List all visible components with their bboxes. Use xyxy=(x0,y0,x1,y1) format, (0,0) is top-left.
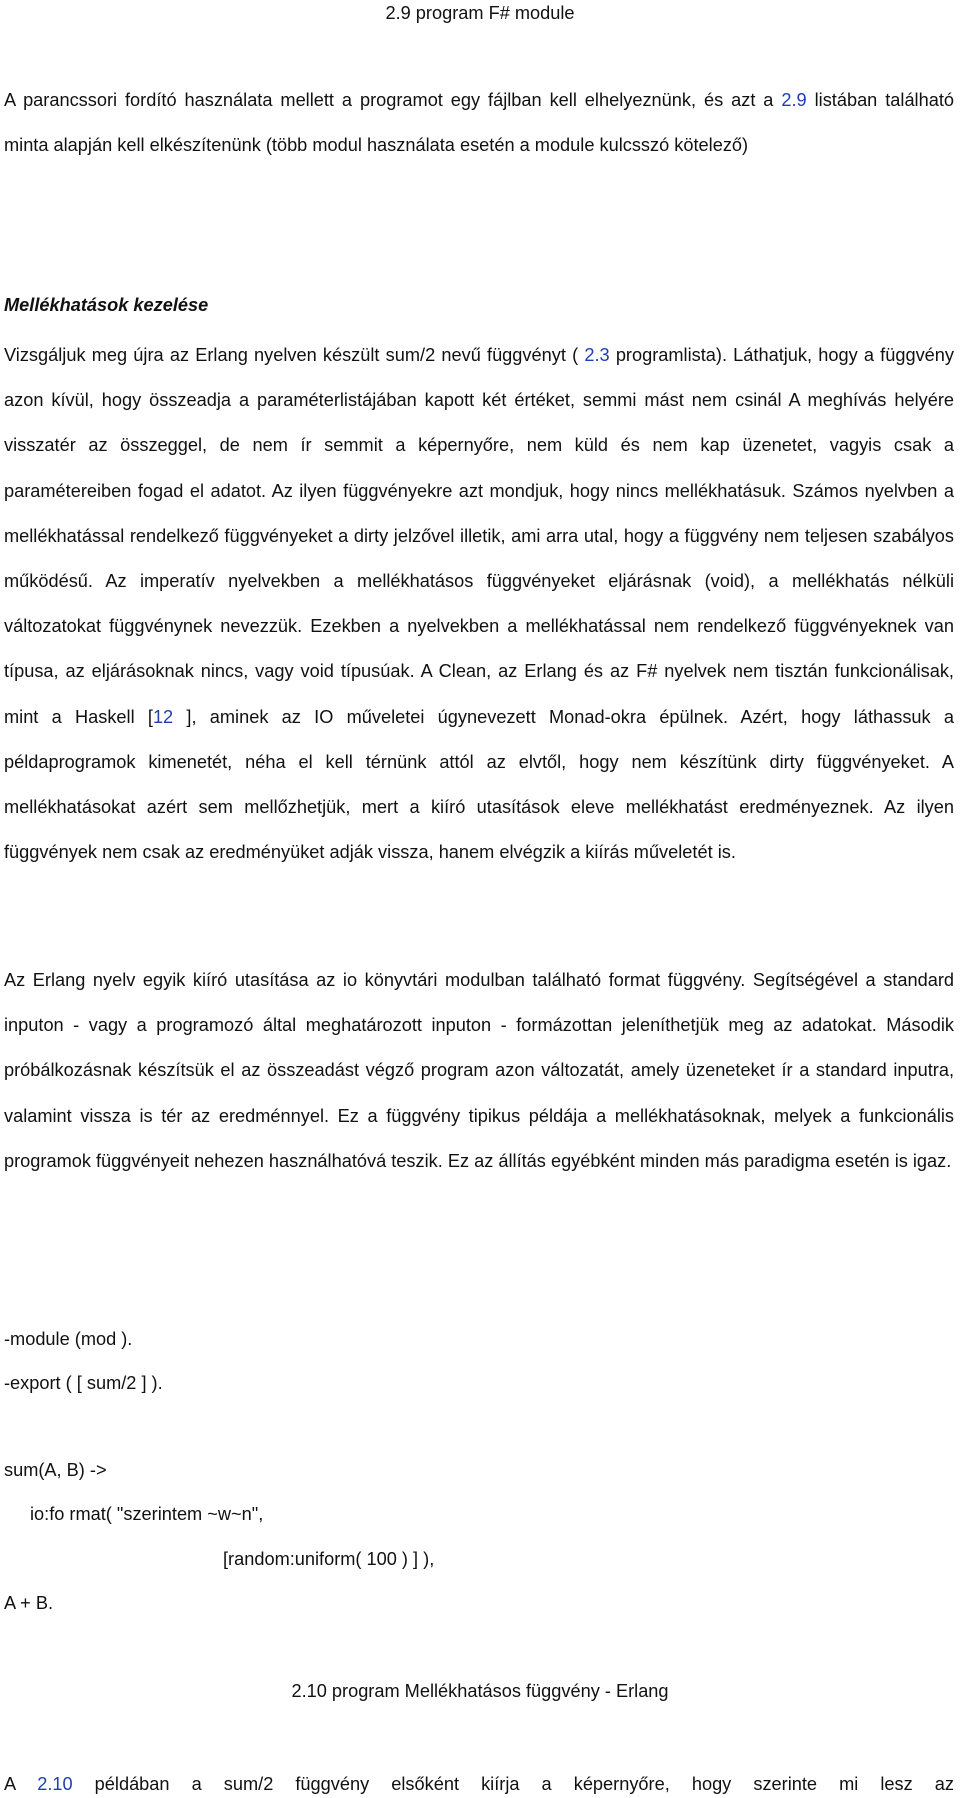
para1-citation-ref[interactable]: 12 xyxy=(152,706,174,727)
paragraph-side-effects xyxy=(4,333,954,875)
code-line-return: A + B. xyxy=(4,1593,54,1613)
code-line-export: -export ( [ sum/2 ] ). xyxy=(4,1373,163,1393)
para1-listing-ref[interactable]: 2.3 xyxy=(584,345,610,365)
code-line-random-arg: [random:uniform( 100 ) ] ), xyxy=(223,1549,435,1569)
intro-listing-ref[interactable]: 2.9 xyxy=(781,90,807,110)
intro-paragraph xyxy=(4,78,954,168)
para3-text-a: A xyxy=(4,1774,38,1794)
intro-text-before: A parancssori fordító használata mellett a programot egy fájlban kell elhelyeznünk, és azt a xyxy=(4,90,782,110)
para1-text-a: Vizsgáljuk meg újra az Erlang nyelven készült sum/2 nevű függvényt ( xyxy=(4,345,585,365)
code-line-function-head: sum(A, B) -> xyxy=(4,1460,107,1480)
paragraph-example-intro xyxy=(4,1762,954,1798)
para3-listing-ref[interactable]: 2.10 xyxy=(37,1774,73,1794)
program-caption-top: 2.9 program F# module xyxy=(385,3,575,23)
code-line-module: -module (mod ). xyxy=(4,1329,133,1349)
program-caption-bottom: 2.10 program Mellékhatásos függvény - Erlang xyxy=(291,1681,669,1701)
para1-text-b: programlista). Láthatjuk, hogy a függvény azon kívül, hogy összeadja a paraméterlistájában kapott két értéket, semmi mást nem csinál A meghívás helyére visszatér az összeggel, de nem ír semmit a képernyőre, nem küld és nem kap üzenetet, vagyis csak a paramétereiben fogad el adatot. Az ilyen függvényekre azt mondjuk, hogy nincs mellékhatásuk. Számos nyelvben a mellékhatással rendelkező függvényeket a dirty jelzővel illetik, ami arra utal, hogy a függvény nem teljesen szabályos működésű. Az imperatív nyelvekben a mellékhatásos függvényeket eljárásnak (void), a mellékhatás nélküli változatokat függvénynek nevezzük. Ezekben a nyelvekben a mellékhatással nem rendelkező függvényeknek van típusa, az eljárásoknak nincs, vagy void típusúak. A Clean, az Erlang és az F# nyelvek nem tisztán funkcionálisak, mint a Haskell [ xyxy=(4,345,954,727)
section-heading: Mellékhatások kezelése xyxy=(4,295,209,315)
code-line-io-format: io:fo rmat( "szerintem ~w~n", xyxy=(30,1504,264,1524)
para1-text-c: ], aminek az IO műveletei úgynevezett Monad-okra épülnek. Azért, hogy láthassuk a példaprogramok kimenetét, néha el kell térnünk attól az elvtől, hogy nem készítünk dirty függvényeket. A mellékhatásokat azért sem mellőzhetjük, mert a kiíró utasítások eleve mellékhatást eredményeznek. Az ilyen függvények nem csak az eredményüket adják vissza, hanem elvégzik a kiírás műveletét is. xyxy=(4,706,954,863)
intro-text-after: listában található minta alapján kell elkészítenünk (több modul használata esetén a module kulcsszó kötelező) xyxy=(4,90,954,156)
para3-text-b: példában a sum/2 függvény elsőként kiírja a képernyőre, hogy szerinte mi lesz az xyxy=(72,1774,954,1794)
paragraph-erlang-format: Az Erlang nyelv egyik kiíró utasítása az io könyvtári modulban található format függvény. Segítségével a standard inputon - vagy a programozó által meghatározott inputon - formázottan jeleníthetjük meg az adatokat. Második próbálkozásnak készítsük el az összeadást végző program azon változatát, amely üzeneteket ír a standard inputra, valamint vissza is tér az eredménnyel. Ez a függvény tipikus példája a mellékhatásoknak, melyek a funkcionális programok függvényeit nehezen használhatóvá teszik. Ez az állítás egyébként minden más paradigma esetén is igaz. xyxy=(4,970,954,1171)
